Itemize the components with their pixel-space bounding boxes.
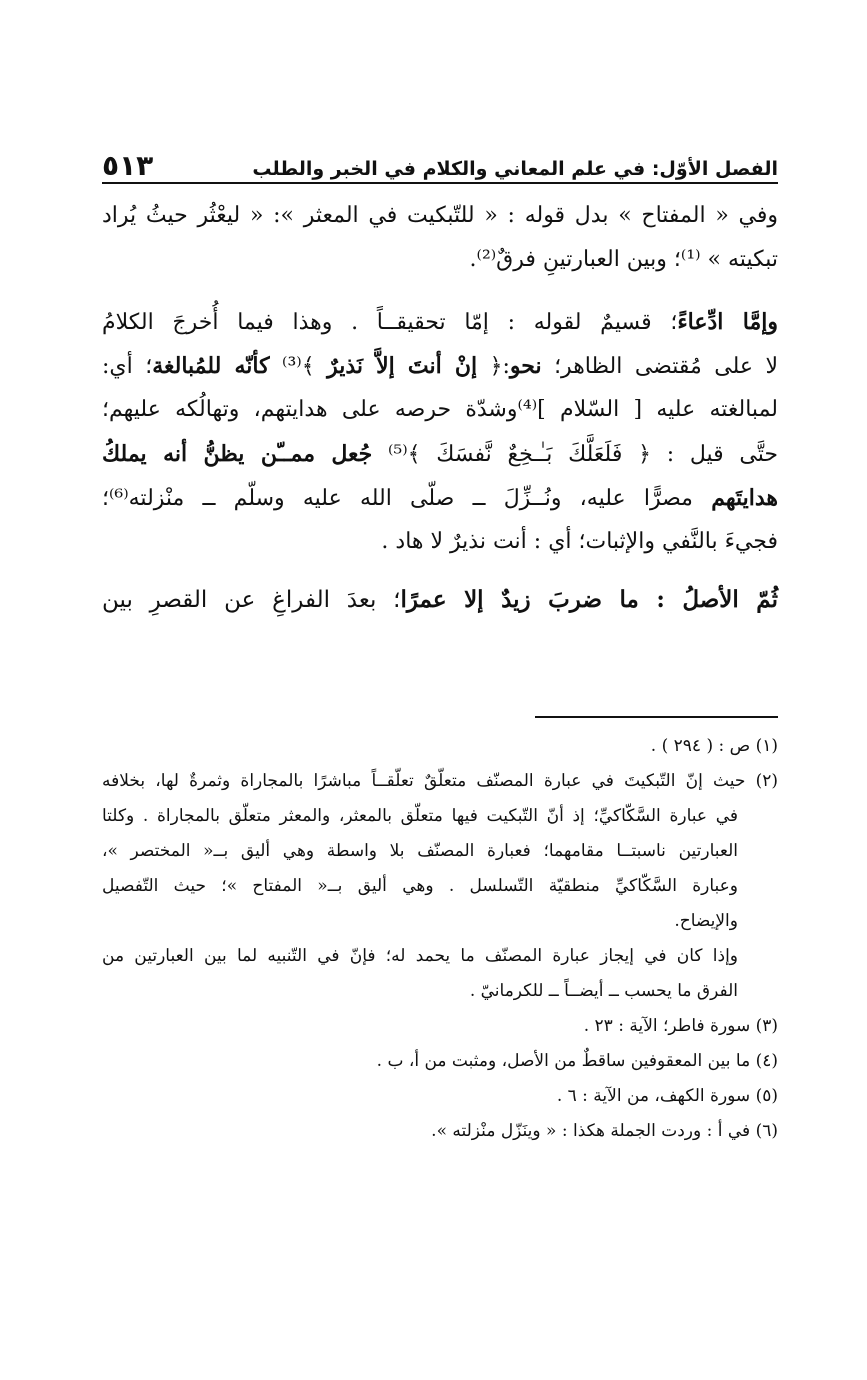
footnote-2-line: في عبارة السَّكّاكيِّ؛ إذ أنّ التّبكيت فيها متعلّق بالمعثر، والمعثر متعلّق بالمجاراة . وكلتا — [102, 806, 738, 826]
footnote-2-line: وإذا كان في إيجاز عبارة المصنّف ما يحمد له؛ فإنّ في التّنبيه لما بين العبارتين من — [102, 946, 738, 966]
footnote-4: (٤) ما بين المعقوفين ساقطٌ من الأصل، ومثبت من أ، ب . — [376, 1051, 778, 1071]
footnote-6: (٦) في أ : وردت الجملة هكذا : « وينَزّل منْزلته ». — [431, 1121, 778, 1141]
text-line: تبكيته » ⁽¹⁾؛ وبين العبارتينِ فرقٌ⁽²⁾. — [469, 247, 778, 272]
text-line: هدايتَهم مصرًّا عليه، ونُــزِّلَ ــ صلّى الله عليه وسلّم ــ منْزلته⁽⁶⁾؛ — [102, 485, 778, 511]
page-header — [102, 140, 778, 180]
footnote-2: (٢) حيث إنّ التّبكيتَ في عبارة المصنّف متعلّقٌ تعلّقــاً مباشرًا بالمجاراة وثمرةٌ لها، بخلافه — [102, 771, 778, 791]
text-line: ثُمّ الأصلُ : ما ضربَ زيدٌ إلا عمرًا؛ بعدَ الفراغِ عن القصرِ بين — [102, 586, 778, 613]
footnote-1: (١) ص : ( ٢٩٤ ) . — [650, 736, 778, 756]
text-line: لمبالغته عليه [ السّلام ]⁽⁴⁾وشدّة حرصه على هدايتهم، وتهالُكه عليهم؛ — [102, 397, 778, 422]
footnotes — [102, 734, 778, 1154]
running-title: الفصل الأوّل: في علم المعاني والكلام في الخبر والطلب — [252, 158, 778, 180]
footnote-5: (٥) سورة الكهف، من الآية : ٦ . — [556, 1086, 778, 1106]
matn-phrase: هدايتَهم — [711, 485, 778, 511]
page-number: ٥١٣ — [102, 149, 154, 182]
matn-phrase: جُعل ممــّن يظنُّ أنه يملكُ — [102, 441, 373, 467]
footnote-rule — [535, 716, 778, 718]
quran-verse: إنْ أنتَ إلاَّ نَذيرٌ — [327, 353, 478, 379]
quran-verse: حتَّى قيل : ﴿ فَلَعَلَّكَ بَـٰـخِعٌ نَّفسَكَ ﴾⁽⁵⁾ — [372, 442, 779, 467]
footnote-2-line: الفرق ما يحسب ــ أيضــاً ــ للكرمانيّ . — [469, 981, 738, 1001]
matn-phrase: كأنّه للمُبالغة — [152, 353, 270, 379]
matn-phrase: ثُمّ الأصلُ : ما ضربَ زيدٌ إلا عمرًا — [400, 586, 778, 613]
matn-phrase: نحو — [509, 353, 542, 379]
text-line: لا على مُقتضى الظاهر؛ نحو:﴿ إنْ أنتَ إلاَّ نَذيرٌ ﴾⁽³⁾ كأنّه للمُبالغة؛ أي: — [102, 353, 779, 379]
footnote-3: (٣) سورة فاطر؛ الآية : ٢٣ . — [583, 1016, 778, 1036]
text-line — [102, 438, 778, 482]
header-rule — [102, 182, 778, 184]
matn-phrase: وإمَّا ادِّعاءً — [677, 309, 779, 335]
main-text — [102, 200, 778, 628]
footnote-2-line: العبارتين ناسبتــا مقامهما؛ فعبارة المصنّف بلا واسطة وهي أليق بــ« المختصر »، — [102, 841, 738, 861]
text-line: وإمَّا ادِّعاءً؛ قسيمٌ لقوله : إمّا تحقيقــاً . وهذا فيما أُخرجَ الكلامُ — [102, 309, 779, 335]
footnote-2-line: وعبارة السَّكّاكيِّ منطقيّة التّسلسل . وهي أليق بــ« المفتاح »؛ حيث التّفصيل — [102, 876, 738, 896]
text-line: فجيءَ بالنَّفي والإثبات؛ أي : أنت نذيرٌ لا هاد . — [381, 529, 778, 554]
footnote-2-line: والإيضاح. — [674, 911, 738, 931]
text-line: وفي « المفتاح » بدل قوله : « للتّبكيت في المعثر »: « ليعْثُر حيثُ يُراد — [102, 203, 778, 228]
